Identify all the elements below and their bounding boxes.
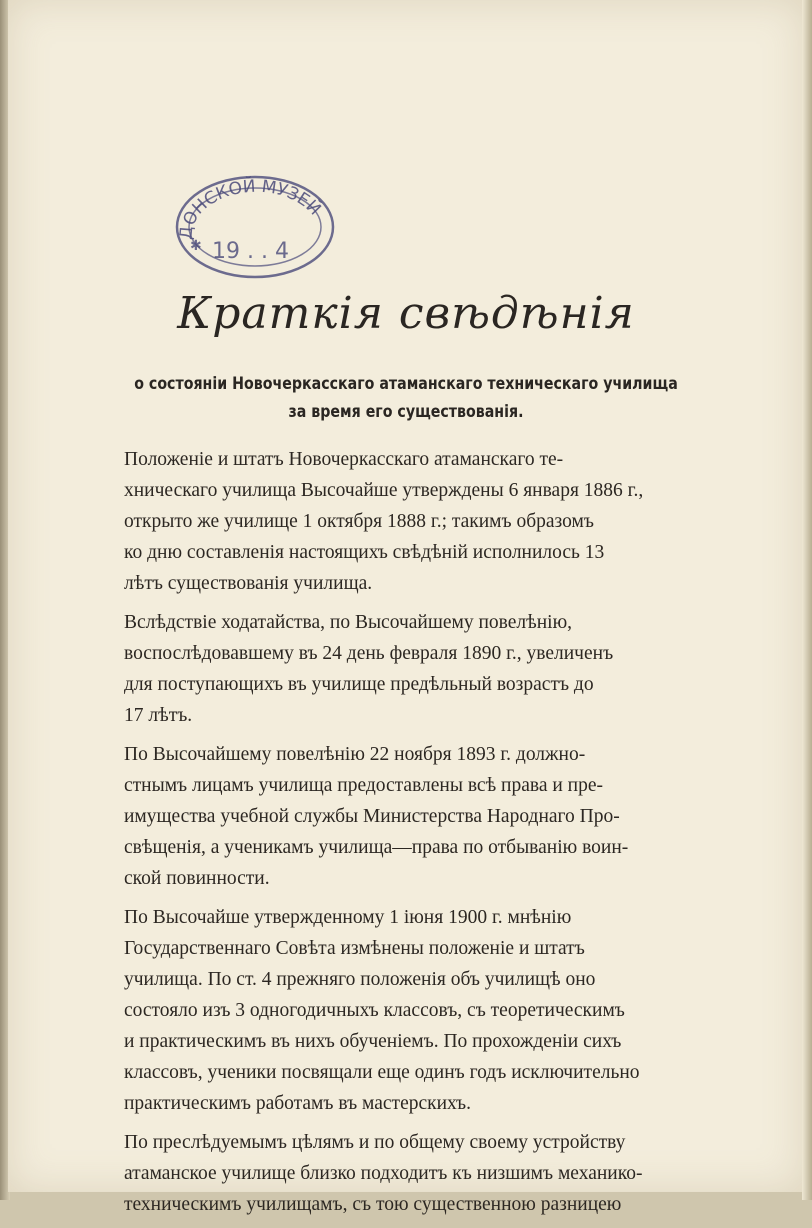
stamp-year-text: 19 . . 4 [212, 239, 289, 264]
paragraph-line: Положеніе и штатъ Новочеркасскаго атаманскаго те- [124, 449, 564, 470]
museum-stamp [170, 170, 340, 285]
paragraph-line: ской повинности. [124, 868, 270, 889]
paragraph-line: Вслѣдствіе ходатайства, по Высочайшему повелѣнію, [124, 612, 573, 633]
paragraph-line: 17 лѣтъ. [124, 705, 193, 726]
page-edge-right [802, 0, 812, 1200]
paragraph-line: стнымъ лицамъ училища предоставлены всѣ права и пре- [124, 775, 604, 796]
paragraph-line: ко дню составленія настоящихъ свѣдѣній исполнилось 13 [124, 542, 605, 563]
paragraph-line: По Высочайше утвержденному 1 іюня 1900 г. мнѣнію [124, 907, 572, 928]
paragraph-line: состояло изъ 3 одногодичныхъ классовъ, съ теоретическимъ [124, 1000, 625, 1021]
paragraph-line: хническаго училища Высочайше утверждены 6 января 1886 г., [124, 480, 644, 501]
paragraph-line: По Высочайшему повелѣнію 22 ноября 1893 г. должно- [124, 744, 586, 765]
paragraph-line: атаманское училище близко подходитъ къ низшимъ механико- [124, 1163, 643, 1184]
paragraph-line: свѣщенія, а ученикамъ училища—права по отбыванію воин- [124, 837, 629, 858]
subtitle-line-1: о состояніи Новочеркасскаго атаманскаго техническаго училища [134, 374, 678, 393]
paragraph-1 [88, 444, 688, 599]
paragraph-line: практическимъ работамъ въ мастерскихъ. [124, 1093, 472, 1114]
stamp-ring-text: ДОНСКОЙ МУЗЕЙ [176, 176, 325, 241]
paragraph-line: училища. По ст. 4 прежняго положенія объ училищѣ оно [124, 969, 596, 990]
stamp-star-icon: ✱ [190, 238, 202, 254]
subtitle-line-2: за время его существованія. [288, 402, 524, 421]
paragraph-line: классовъ, ученики посвящали еще одинъ годъ исключительно [124, 1062, 640, 1083]
paragraph-4 [88, 902, 688, 1119]
paragraph-line: техническимъ училищамъ, съ тою существенною разницею [124, 1194, 622, 1215]
body-text [88, 444, 688, 1228]
paragraph-line: открыто же училище 1 октября 1888 г.; такимъ образомъ [124, 511, 594, 532]
paragraph-3 [88, 739, 688, 894]
paragraph-line: По преслѣдуемымъ цѣлямъ и по общему своему устройству [124, 1132, 626, 1153]
paragraph-line: Государственнаго Совѣта измѣнены положеніе и штатъ [124, 938, 585, 959]
paragraph-line: воспослѣдовавшему въ 24 день февраля 1890 г., увеличенъ [124, 643, 614, 664]
paragraph-2 [88, 607, 688, 731]
paragraph-line: имущества учебной службы Министерства Народнаго Про- [124, 806, 620, 827]
paragraph-line: лѣтъ существованія училища. [124, 573, 373, 594]
paragraph-line: и практическимъ въ нихъ обученіемъ. По прохожденіи сихъ [124, 1031, 622, 1052]
paragraph-line: для поступающихъ въ училище предѣльный возрастъ до [124, 674, 594, 695]
page-title: Краткія свѣдѣнія [177, 288, 635, 339]
paragraph-5 [88, 1127, 688, 1220]
